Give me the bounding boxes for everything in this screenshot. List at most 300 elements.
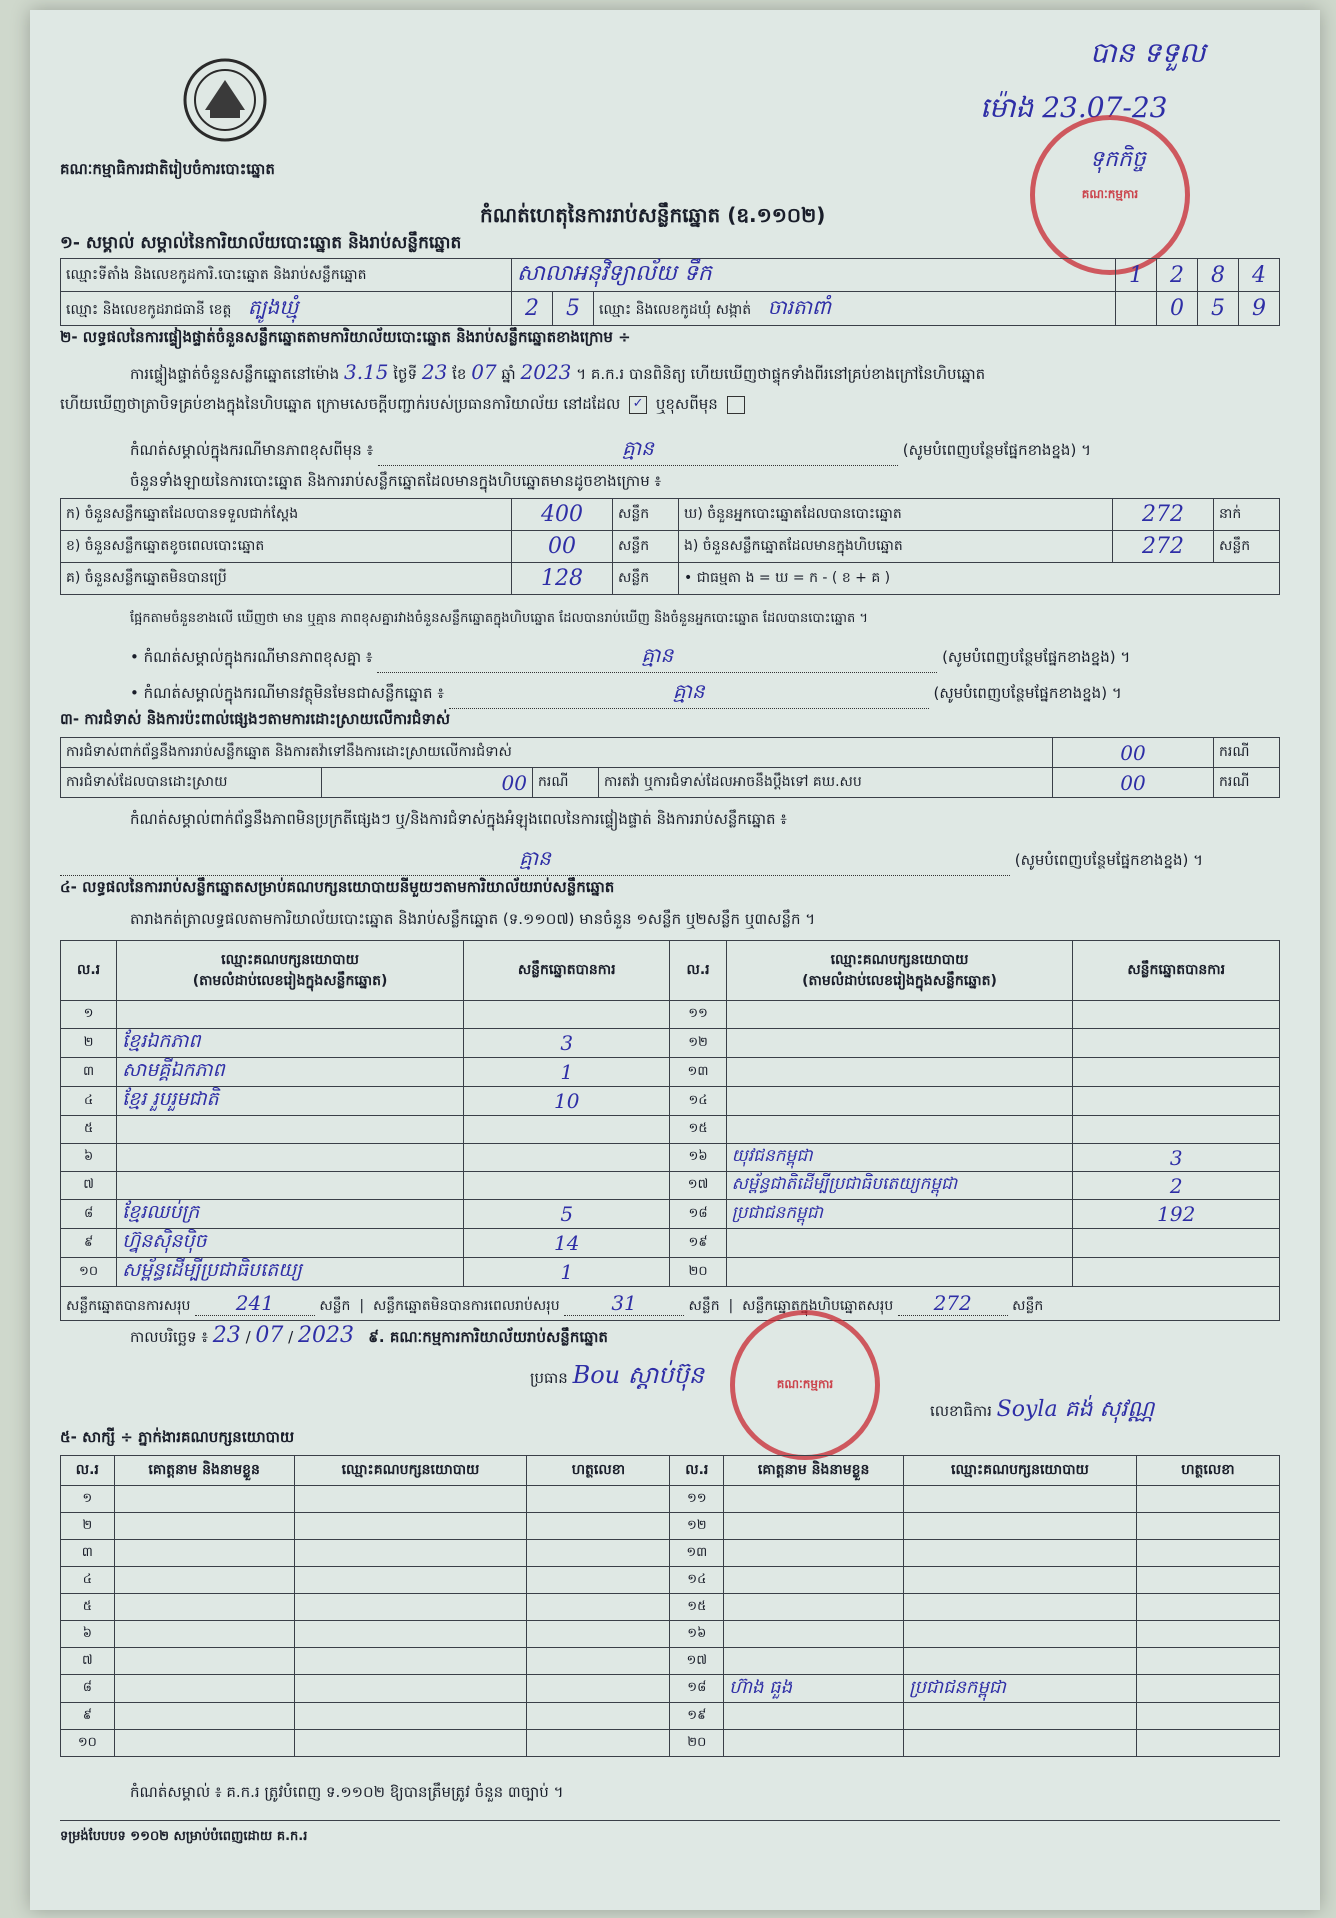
form-title: កំណត់ហេតុនៃការរាប់សន្លឹកឆ្នោត (ឧ.១១០២) bbox=[480, 203, 826, 227]
witness-no-left: ១ bbox=[61, 1486, 115, 1513]
witness-row bbox=[61, 1540, 1280, 1567]
commune-code-3: 9 bbox=[1239, 292, 1280, 326]
results-body bbox=[61, 1001, 1280, 1287]
footer-line: ទម្រង់បែបបទ ១១០២ សម្រាប់បំពេញដោយ គ.ក.រ bbox=[60, 1829, 308, 1844]
count-value-e: 272 bbox=[1113, 531, 1214, 563]
valid-total: 241 bbox=[195, 1291, 315, 1316]
witness-row bbox=[61, 1567, 1280, 1594]
count-formula: • ជាធម្មតា ង = ឃ = ក - ( ខ + គ ) bbox=[679, 563, 1280, 595]
witness-name-left bbox=[114, 1703, 294, 1730]
results-no-right: ១៤ bbox=[670, 1087, 726, 1116]
results-no-left: ២ bbox=[61, 1029, 117, 1058]
results-votes-left bbox=[463, 1144, 670, 1172]
results-no-left: ៨ bbox=[61, 1200, 117, 1229]
objection-value: 00 bbox=[1053, 738, 1214, 768]
results-votes-right bbox=[1073, 1029, 1280, 1058]
witness-sign-left bbox=[527, 1486, 670, 1513]
witness-sign-left bbox=[527, 1594, 670, 1621]
witness-name-left bbox=[114, 1513, 294, 1540]
witness-sign-left bbox=[527, 1648, 670, 1675]
results-votes-right bbox=[1073, 1058, 1280, 1087]
witness-name-left bbox=[114, 1648, 294, 1675]
box-total-label: សន្លឹកឆ្នោតក្នុងហិបឆ្នោតសរុប bbox=[742, 1297, 894, 1314]
footer-divider bbox=[60, 1820, 1280, 1821]
witness-col-no-right: ល.រ bbox=[670, 1456, 724, 1486]
section1-title: ១- សម្គាល់ សម្គាល់នៃការិយាល័យបោះឆ្នោត និងរាប់សន្លឹកឆ្នោត bbox=[60, 233, 462, 253]
witness-party-right bbox=[904, 1621, 1137, 1648]
results-no-right: ១៦ bbox=[670, 1144, 726, 1172]
commune-label bbox=[594, 292, 1116, 326]
irregularity-suffix: (សូមបំពេញបន្ថែមផ្នែកខាងខ្នង) ។ bbox=[1014, 851, 1204, 869]
results-row bbox=[61, 1144, 1280, 1172]
witness-sign-right bbox=[1136, 1567, 1279, 1594]
results-no-right: ១៥ bbox=[670, 1116, 726, 1144]
results-col-votes-right: សន្លឹកឆ្នោតបានការ bbox=[1073, 941, 1280, 1001]
location-code-4: 4 bbox=[1239, 259, 1280, 292]
results-votes-left: 14 bbox=[463, 1229, 670, 1258]
witness-sign-right bbox=[1136, 1730, 1279, 1757]
results-no-right: ១១ bbox=[670, 1001, 726, 1029]
witness-table bbox=[60, 1455, 1280, 1757]
results-row bbox=[61, 1001, 1280, 1029]
witness-no-left: ៤ bbox=[61, 1567, 115, 1594]
resolved-value: 00 bbox=[322, 768, 533, 798]
results-party-left: ហ្វ៊ុនស៊ិនប៉ិច bbox=[117, 1229, 464, 1258]
chair-signature bbox=[530, 1360, 704, 1395]
results-votes-right bbox=[1073, 1258, 1280, 1287]
witness-name-right bbox=[724, 1621, 904, 1648]
verify-line2-text: ហើយឃើញថាត្រាបិទគ្រប់ខាងក្នុងនៃហិបឆ្នោត ក្រោមសេចក្តីបញ្ជាក់របស់ប្រធានការិយាល័យ នៅដដែល bbox=[60, 395, 621, 413]
witness-name-right: ហ៊ាង ធួង bbox=[724, 1675, 904, 1703]
results-votes-right: 192 bbox=[1073, 1200, 1280, 1229]
witness-party-left bbox=[294, 1703, 527, 1730]
witness-col-party-left: ឈ្មោះគណបក្សនយោបាយ bbox=[294, 1456, 527, 1486]
results-votes-right bbox=[1073, 1087, 1280, 1116]
stamp-top-text: គណៈកម្មការ bbox=[1081, 187, 1139, 201]
verification-line2 bbox=[60, 395, 749, 417]
invalid-total: 31 bbox=[564, 1291, 684, 1316]
count-value-c: 128 bbox=[512, 563, 613, 595]
objection-label: ការជំទាស់ពាក់ព័ន្ធនឹងការរាប់សន្លឹកឆ្នោត និងការតវ៉ាទៅនឹងការដោះស្រាយលើការជំទាស់ bbox=[61, 738, 1053, 768]
witness-sign-left bbox=[527, 1540, 670, 1567]
witness-sign-right bbox=[1136, 1648, 1279, 1675]
secretary-signature bbox=[930, 1395, 1154, 1427]
verify-month: 07 bbox=[471, 360, 497, 384]
emblem-icon bbox=[180, 55, 270, 145]
count-unit-e: សន្លឹក bbox=[1214, 531, 1280, 563]
witness-sign-right bbox=[1136, 1486, 1279, 1513]
location-code-3: 8 bbox=[1198, 259, 1239, 292]
results-col-party-right bbox=[726, 941, 1073, 1001]
section4-title: ៤- លទ្ធផលនៃការរាប់សន្លឹកឆ្នោតសម្រាប់គណបក្សនយោបាយនីមួយៗតាមការិយាល័យរាប់សន្លឹកឆ្នោត bbox=[60, 878, 615, 896]
count-value-d: 272 bbox=[1113, 499, 1214, 531]
results-no-right: ១៨ bbox=[670, 1200, 726, 1229]
witness-name-left bbox=[114, 1486, 294, 1513]
results-party-left bbox=[117, 1144, 464, 1172]
witness-sign-left bbox=[527, 1513, 670, 1540]
witness-name-left bbox=[114, 1730, 294, 1757]
count-value-a: 400 bbox=[512, 499, 613, 531]
witness-name-left bbox=[114, 1621, 294, 1648]
witness-col-party-right: ឈ្មោះគណបក្សនយោបាយ bbox=[904, 1456, 1137, 1486]
secretary-label: លេខាធិការ bbox=[930, 1402, 992, 1420]
witness-no-right: ១៣ bbox=[670, 1540, 724, 1567]
witness-name-right bbox=[724, 1703, 904, 1730]
results-row bbox=[61, 1087, 1280, 1116]
witness-party-right bbox=[904, 1594, 1137, 1621]
count-unit-a: សន្លឹក bbox=[613, 499, 679, 531]
count-label-b: ខ) ចំនួនសន្លឹកឆ្នោតខូចពេលបោះឆ្នោត bbox=[61, 531, 512, 563]
witness-party-right: ប្រជាជនកម្ពុជា bbox=[904, 1675, 1137, 1703]
count-label-a: ក) ចំនួនសន្លឹកឆ្នោតដែលបានទទួលជាក់ស្តែង bbox=[61, 499, 512, 531]
results-no-left: ៦ bbox=[61, 1144, 117, 1172]
witness-party-right bbox=[904, 1513, 1137, 1540]
results-row bbox=[61, 1058, 1280, 1087]
signing-date: កាលបរិច្ឆេទ ៖ 23 / 07 / 2023 ៩. គណៈកម្មការការិយាល័យរាប់សន្លឹកឆ្នោត bbox=[130, 1323, 608, 1348]
date-day: 23 bbox=[212, 1323, 241, 1348]
appeal-value: 00 bbox=[1053, 768, 1214, 798]
section1-table bbox=[60, 258, 1280, 326]
witness-sign-right bbox=[1136, 1675, 1279, 1703]
difference-note-label: កំណត់សម្គាល់ក្នុងករណីមានភាពខុសពីមុន ៖ bbox=[130, 441, 374, 459]
witness-name-right bbox=[724, 1648, 904, 1675]
committee-label: ៩. គណៈកម្មការការិយាល័យរាប់សន្លឹកឆ្នោត bbox=[368, 1328, 608, 1346]
results-col-party-left bbox=[117, 941, 464, 1001]
results-col-party-left-sub: (តាមលំដាប់លេខរៀងក្នុងសន្លឹកឆ្នោត) bbox=[192, 972, 388, 989]
results-party-left: សាមគ្គីឯកភាព bbox=[117, 1058, 464, 1087]
chair-name: Bou ស្តាប់ប៊ុន bbox=[572, 1361, 704, 1389]
stamp-committee-text: គណៈកម្មការ bbox=[776, 1377, 834, 1391]
witness-no-left: ៨ bbox=[61, 1675, 115, 1703]
count-unit-d: នាក់ bbox=[1214, 499, 1280, 531]
location-value: សាលាអនុវិទ្យាល័យ ទឹក bbox=[512, 259, 1116, 292]
province-code-2: 5 bbox=[553, 292, 594, 326]
chair-label: ប្រធាន bbox=[530, 1369, 568, 1387]
witness-name-right bbox=[724, 1594, 904, 1621]
witness-party-left bbox=[294, 1621, 527, 1648]
irregularity-note: កំណត់សម្គាល់ពាក់ព័ន្ធនឹងភាពមិនប្រក្រតីផ្សេងៗ ឬ/និងការជំទាស់ក្នុងអំឡុងពេលនៃការផ្ទៀងផ្ទាត់ និងការរាប់សន្លឹកឆ្នោត ៖ bbox=[130, 810, 787, 828]
witness-no-right: ១៤ bbox=[670, 1567, 724, 1594]
witness-no-right: ១៦ bbox=[670, 1621, 724, 1648]
witness-no-right: ១៥ bbox=[670, 1594, 724, 1621]
location-code-2: 2 bbox=[1157, 259, 1198, 292]
witness-party-left bbox=[294, 1594, 527, 1621]
witness-no-right: ១៨ bbox=[670, 1675, 724, 1703]
witness-row bbox=[61, 1513, 1280, 1540]
witness-name-right bbox=[724, 1730, 904, 1757]
results-party-left: ខ្មែរឈប់ក្រ bbox=[117, 1200, 464, 1229]
document-sheet bbox=[30, 10, 1320, 1910]
bullet-object-label: • កំណត់សម្គាល់ក្នុងករណីមានវត្ថុមិនមែនជាសន្លឹកឆ្នោត ៖ bbox=[130, 684, 444, 702]
results-votes-left bbox=[463, 1172, 670, 1200]
secretary-name: Soyla គង់ សុវណ្ណ bbox=[996, 1397, 1155, 1422]
results-party-right bbox=[726, 1116, 1073, 1144]
handwritten-filed: ទុកកិច្ច bbox=[1090, 147, 1146, 172]
results-col-no-left: ល.រ bbox=[61, 941, 117, 1001]
different-label: ឬខុសពីមុន bbox=[655, 395, 718, 413]
results-votes-left: 5 bbox=[463, 1200, 670, 1229]
commune-code-1: 0 bbox=[1157, 292, 1198, 326]
witness-no-left: ៦ bbox=[61, 1621, 115, 1648]
results-party-right bbox=[726, 1258, 1073, 1287]
witness-row bbox=[61, 1730, 1280, 1757]
bullet-object bbox=[130, 678, 1290, 709]
results-row bbox=[61, 1172, 1280, 1200]
count-unit-c: សន្លឹក bbox=[613, 563, 679, 595]
witness-no-left: ៣ bbox=[61, 1540, 115, 1567]
difference-note-suffix: (សូមបំពេញបន្ថែមផ្នែកខាងខ្នង) ។ bbox=[902, 441, 1091, 459]
verify-time: 3.15 bbox=[343, 360, 389, 384]
verify-month-label: ខែ bbox=[452, 365, 467, 383]
bullet-difference-field[interactable] bbox=[377, 642, 937, 673]
witness-row bbox=[61, 1621, 1280, 1648]
witness-name-left bbox=[114, 1675, 294, 1703]
results-row bbox=[61, 1258, 1280, 1287]
same-checkbox[interactable]: ✓ bbox=[629, 396, 647, 414]
witness-row bbox=[61, 1594, 1280, 1621]
witness-sign-right bbox=[1136, 1540, 1279, 1567]
resolved-label: ការជំទាស់ដែលបានដោះស្រាយ bbox=[61, 768, 322, 798]
witness-no-right: ១២ bbox=[670, 1513, 724, 1540]
witness-sign-right bbox=[1136, 1594, 1279, 1621]
results-no-right: ២០ bbox=[670, 1258, 726, 1287]
results-col-no-right: ល.រ bbox=[670, 941, 726, 1001]
results-row bbox=[61, 1116, 1280, 1144]
handwritten-received: បាន ទទួល bbox=[1090, 36, 1206, 69]
results-votes-left: 1 bbox=[463, 1258, 670, 1287]
witness-col-name-left: គោត្តនាម និងនាមខ្លួន bbox=[114, 1456, 294, 1486]
counts-table bbox=[60, 498, 1280, 595]
results-col-votes-left: សន្លឹកឆ្នោតបានការ bbox=[463, 941, 670, 1001]
verification-line bbox=[130, 360, 1290, 387]
witness-no-right: ២០ bbox=[670, 1730, 724, 1757]
difference-note-value: គ្មាន bbox=[622, 436, 654, 460]
results-party-right bbox=[726, 1029, 1073, 1058]
resolved-unit: ករណី bbox=[533, 768, 599, 798]
results-party-right bbox=[726, 1229, 1073, 1258]
appeal-label: ការតវ៉ា ឬការជំទាស់ដែលអាចនឹងប្តឹងទៅ គឃ.សប bbox=[599, 768, 1053, 798]
witness-sign-right bbox=[1136, 1621, 1279, 1648]
handwritten-received-time: ម៉ោង 23.07-23 bbox=[980, 91, 1168, 124]
count-label-c: គ) ចំនួនសន្លឹកឆ្នោតមិនបានប្រើ bbox=[61, 563, 512, 595]
verify-day-label: ថ្ងៃទី bbox=[393, 365, 418, 383]
bullet-object-suffix: (សូមបំពេញបន្ថែមផ្នែកខាងខ្នង) ។ bbox=[933, 684, 1122, 702]
witness-col-sign-right: ហត្ថលេខា bbox=[1136, 1456, 1279, 1486]
section4-intro bbox=[130, 910, 815, 932]
difference-note bbox=[130, 435, 1280, 466]
objection-unit: ករណី bbox=[1214, 738, 1280, 768]
verify-year-label: ឆ្នាំ bbox=[501, 365, 516, 383]
date-label: កាលបរិច្ឆេទ ៖ bbox=[130, 1328, 209, 1346]
invalid-total-unit: សន្លឹក bbox=[688, 1297, 720, 1314]
witness-sign-left bbox=[527, 1567, 670, 1594]
witness-row bbox=[61, 1486, 1280, 1513]
totals-row: សន្លឹកឆ្នោតបានការសរុប 241 សន្លឹក | សន្លឹកឆ្នោតមិនបានការពេលរាប់សរុប 31 សន្លឹក | សន្លឹកឆ្នោតក្នុងហិបឆ្នោតសរុប 272 សន្លឹក bbox=[61, 1287, 1280, 1321]
results-party-left bbox=[117, 1116, 464, 1144]
commune-value: ចារតាពាំ bbox=[767, 294, 832, 319]
results-no-right: ១៩ bbox=[670, 1229, 726, 1258]
witness-body bbox=[61, 1486, 1280, 1757]
results-no-left: ៩ bbox=[61, 1229, 117, 1258]
results-party-right bbox=[726, 1058, 1073, 1087]
witness-sign-left bbox=[527, 1621, 670, 1648]
witness-no-left: ១០ bbox=[61, 1730, 115, 1757]
compare-line: ផ្អែកតាមចំនួនខាងលើ ឃើញថា មាន ឬគ្មាន ភាពខុសគ្នារវាងចំនួនសន្លឹកឆ្នោតក្នុងហិបឆ្នោត ដែលបានរាប់ឃើញ និងចំនួនអ្នកបោះឆ្នោត ដែលបានបោះឆ្នោត ។ bbox=[130, 611, 868, 626]
results-party-left bbox=[117, 1172, 464, 1200]
valid-total-label: សន្លឹកឆ្នោតបានការសរុប bbox=[66, 1297, 191, 1314]
verify-year: 2023 bbox=[520, 360, 572, 384]
results-votes-right bbox=[1073, 1229, 1280, 1258]
results-no-left: ៤ bbox=[61, 1087, 117, 1116]
witness-no-right: ១១ bbox=[670, 1486, 724, 1513]
witness-name-right bbox=[724, 1567, 904, 1594]
results-col-party-right-sub: (តាមលំដាប់លេខរៀងក្នុងសន្លឹកឆ្នោត) bbox=[802, 972, 997, 989]
witness-name-left bbox=[114, 1540, 294, 1567]
results-votes-left: 1 bbox=[463, 1058, 670, 1087]
results-no-right: ១៣ bbox=[670, 1058, 726, 1087]
bullet-difference-value: គ្មាន bbox=[641, 643, 674, 667]
results-row bbox=[61, 1200, 1280, 1229]
box-total-unit: សន្លឹក bbox=[1012, 1297, 1044, 1314]
results-votes-left bbox=[463, 1001, 670, 1029]
witness-no-right: ១៩ bbox=[670, 1703, 724, 1730]
committee-name: គណៈកម្មាធិការជាតិរៀបចំការបោះឆ្នោត bbox=[60, 160, 275, 178]
results-no-left: ៧ bbox=[61, 1172, 117, 1200]
appeal-unit: ករណី bbox=[1214, 768, 1280, 798]
commune-label-text: ឈ្មោះ និងលេខកូដឃុំ សង្កាត់ bbox=[599, 301, 752, 318]
witness-party-right bbox=[904, 1648, 1137, 1675]
bullet-difference-suffix: (សូមបំពេញបន្ថែមផ្នែកខាងខ្នង) ។ bbox=[942, 648, 1131, 666]
results-row bbox=[61, 1229, 1280, 1258]
results-no-left: ១០ bbox=[61, 1258, 117, 1287]
results-party-right bbox=[726, 1087, 1073, 1116]
witness-party-right bbox=[904, 1730, 1137, 1757]
witness-name-right bbox=[724, 1540, 904, 1567]
witness-sign-left bbox=[527, 1703, 670, 1730]
results-party-left: ខ្មែរឯកភាព bbox=[117, 1029, 464, 1058]
location-code-1: 1 bbox=[1116, 259, 1157, 292]
verify-line-end: ។ គ.ក.រ បានពិនិត្យ ហើយឃើញថាផ្ទុកទាំងពីរនៅគ្រប់ខាងក្រៅនៃហិបឆ្នោត bbox=[576, 365, 986, 383]
province-code-1: 2 bbox=[512, 292, 553, 326]
results-row bbox=[61, 1029, 1280, 1058]
difference-note-field[interactable] bbox=[378, 435, 898, 466]
province-value: ត្បូងឃ្មុំ bbox=[247, 294, 299, 319]
count-label-e: ង) ចំនួនសន្លឹកឆ្នោតដែលមានក្នុងហិបឆ្នោត bbox=[679, 531, 1113, 563]
witness-row bbox=[61, 1675, 1280, 1703]
results-votes-right bbox=[1073, 1116, 1280, 1144]
footer-note: កំណត់សម្គាល់ ៖ គ.ក.រ ត្រូវបំពេញ ទ.១១០២ ឱ្យបានត្រឹមត្រូវ ចំនួន ៣ច្បាប់ ។ bbox=[130, 1783, 564, 1801]
valid-total-unit: សន្លឹក bbox=[319, 1297, 351, 1314]
witness-party-right bbox=[904, 1540, 1137, 1567]
bullet-object-value: គ្មាន bbox=[672, 679, 705, 703]
date-month: 07 bbox=[255, 1323, 284, 1348]
results-votes-right bbox=[1073, 1001, 1280, 1029]
count-label-d: ឃ) ចំនួនអ្នកបោះឆ្នោតដែលបានបោះឆ្នោត bbox=[679, 499, 1113, 531]
stamp-committee bbox=[730, 1310, 880, 1460]
stamp-top-right bbox=[1030, 115, 1190, 275]
witness-no-left: ៧ bbox=[61, 1648, 115, 1675]
results-party-right: ប្រជាជនកម្ពុជា bbox=[726, 1200, 1073, 1229]
section5-title: ៥- សាក្សី ÷ ភ្នាក់ងារគណបក្សនយោបាយ bbox=[60, 1428, 295, 1446]
bullet-difference bbox=[130, 642, 1290, 673]
results-no-right: ១៧ bbox=[670, 1172, 726, 1200]
results-votes-left: 3 bbox=[463, 1029, 670, 1058]
witness-no-left: ៩ bbox=[61, 1703, 115, 1730]
witness-col-sign-left: ហត្ថលេខា bbox=[527, 1456, 670, 1486]
witness-party-right bbox=[904, 1703, 1137, 1730]
different-checkbox[interactable] bbox=[727, 396, 745, 414]
results-party-left: សម្ព័ន្ធដើម្បីប្រជាធិបតេយ្យ bbox=[117, 1258, 464, 1287]
results-party-left bbox=[117, 1001, 464, 1029]
results-party-left: ខ្មែរ រួបរួមជាតិ bbox=[117, 1087, 464, 1116]
witness-col-name-right: គោត្តនាម និងនាមខ្លួន bbox=[724, 1456, 904, 1486]
witness-party-left bbox=[294, 1648, 527, 1675]
results-party-right bbox=[726, 1001, 1073, 1029]
witness-party-left bbox=[294, 1675, 527, 1703]
witness-no-left: ២ bbox=[61, 1513, 115, 1540]
witness-name-right bbox=[724, 1486, 904, 1513]
results-no-right: ១២ bbox=[670, 1029, 726, 1058]
witness-col-no-left: ល.រ bbox=[61, 1456, 115, 1486]
results-party-right: យុវជនកម្ពុជា bbox=[726, 1144, 1073, 1172]
irregularity-value: គ្មាន bbox=[519, 846, 551, 870]
witness-party-left bbox=[294, 1540, 527, 1567]
witness-party-left bbox=[294, 1486, 527, 1513]
results-col-party-left-text: ឈ្មោះគណបក្សនយោបាយ bbox=[221, 951, 359, 968]
witness-party-left bbox=[294, 1567, 527, 1594]
location-label: ឈ្មោះទីតាំង និងលេខកូដការិ.បោះឆ្នោត និងរាប់សន្លឹកឆ្នោត bbox=[61, 259, 512, 292]
irregularity-field[interactable] bbox=[60, 845, 1010, 876]
section2-title: ២- លទ្ធផលនៃការផ្ទៀងផ្ទាត់ចំនួនសន្លឹកឆ្នោតតាមការិយាល័យបោះឆ្នោត និងរាប់សន្លឹកឆ្នោតខាងក្រោម ÷ bbox=[60, 328, 631, 346]
witness-sign-left bbox=[527, 1730, 670, 1757]
results-votes-left: 10 bbox=[463, 1087, 670, 1116]
results-no-left: ៣ bbox=[61, 1058, 117, 1087]
results-party-right: សម្ព័ន្ធជាតិដើម្បីប្រជាធិបតេយ្យកម្ពុជា bbox=[726, 1172, 1073, 1200]
results-no-left: ៥ bbox=[61, 1116, 117, 1144]
verify-time-label: ការផ្ទៀងផ្ទាត់ចំនួនសន្លឹកឆ្នោតនៅម៉ោង bbox=[130, 365, 340, 383]
results-votes-left bbox=[463, 1116, 670, 1144]
witness-party-left bbox=[294, 1730, 527, 1757]
witness-row bbox=[61, 1648, 1280, 1675]
box-total: 272 bbox=[898, 1291, 1008, 1316]
witness-party-right bbox=[904, 1486, 1137, 1513]
objection-table bbox=[60, 737, 1280, 798]
witness-name-left bbox=[114, 1594, 294, 1621]
witness-sign-left bbox=[527, 1675, 670, 1703]
witness-no-left: ៥ bbox=[61, 1594, 115, 1621]
witness-sign-right bbox=[1136, 1703, 1279, 1730]
witness-row bbox=[61, 1703, 1280, 1730]
results-col-party-right-text: ឈ្មោះគណបក្សនយោបាយ bbox=[830, 951, 969, 968]
witness-name-left bbox=[114, 1567, 294, 1594]
bullet-object-field[interactable] bbox=[449, 678, 929, 709]
count-unit-b: សន្លឹក bbox=[613, 531, 679, 563]
verify-day: 23 bbox=[421, 360, 448, 384]
witness-no-right: ១៧ bbox=[670, 1648, 724, 1675]
section4-intro-text: តារាងកត់ត្រាលទ្ធផលតាមការិយាល័យបោះឆ្នោត និងរាប់សន្លឹកឆ្នោត (ទ.១១០៧) មានចំនួន ១សន្លឹក ឬ២សន្លឹក ឬ៣សន្លឹក ។ bbox=[130, 910, 816, 928]
results-no-left: ១ bbox=[61, 1001, 117, 1029]
count-value-b: 00 bbox=[512, 531, 613, 563]
counts-intro: ចំនួនទាំងឡាយនៃការបោះឆ្នោត និងការរាប់សន្លឹកឆ្នោតដែលមានក្នុងហិបឆ្នោតមានដូចខាងក្រោម ៖ bbox=[130, 472, 662, 490]
commune-code-2: 5 bbox=[1198, 292, 1239, 326]
witness-name-right bbox=[724, 1513, 904, 1540]
province-label-text: ឈ្មោះ និងលេខកូដរាជធានី ខេត្ត bbox=[66, 301, 232, 318]
results-votes-right: 3 bbox=[1073, 1144, 1280, 1172]
date-year: 2023 bbox=[297, 1323, 354, 1348]
witness-sign-right bbox=[1136, 1513, 1279, 1540]
section3-title: ៣- ការជំទាស់ និងការប៉ះពាល់ផ្សេងៗតាមការដោះស្រាយលើការជំទាស់ bbox=[60, 710, 450, 728]
results-votes-right: 2 bbox=[1073, 1172, 1280, 1200]
